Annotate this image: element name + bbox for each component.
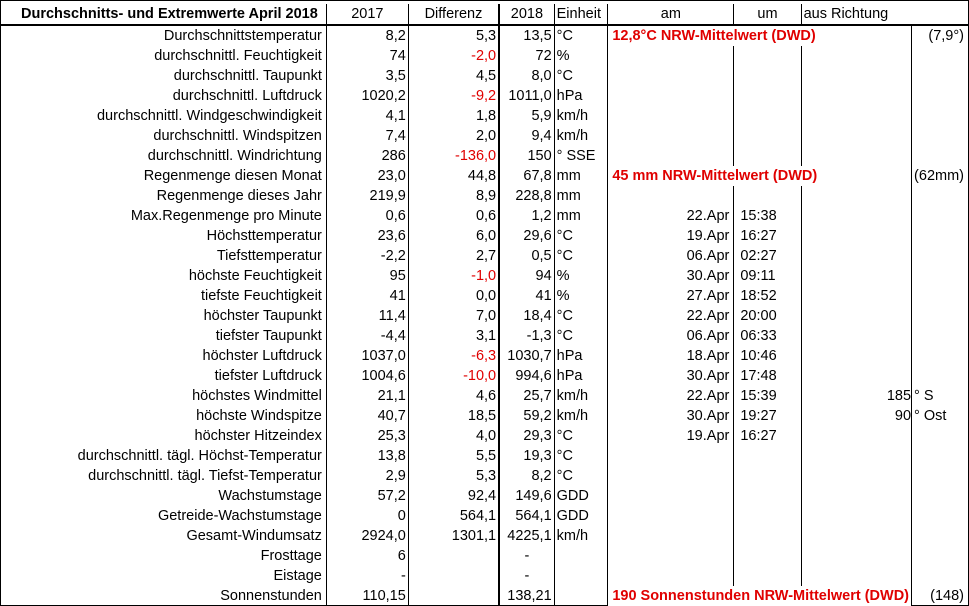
unit-cell xyxy=(554,566,608,586)
direction-name xyxy=(912,306,968,326)
row-label: Sonnenstunden xyxy=(1,586,326,606)
time-cell: 16:27 xyxy=(734,426,801,446)
value-2018: 8,2 xyxy=(499,466,554,486)
value-diff: -1,0 xyxy=(408,266,499,286)
value-2018: 150 xyxy=(499,146,554,166)
value-diff xyxy=(408,566,499,586)
direction-name xyxy=(912,446,968,466)
direction-name xyxy=(912,106,968,126)
col-header-2017: 2017 xyxy=(326,4,408,25)
direction-name xyxy=(912,246,968,266)
table-row xyxy=(1,326,968,346)
time-cell: 09:11 xyxy=(734,266,801,286)
value-2018: 1,2 xyxy=(499,206,554,226)
value-2017: 0,6 xyxy=(326,206,408,226)
table-row xyxy=(1,586,968,606)
date-cell xyxy=(608,126,734,146)
value-2018: 41 xyxy=(499,286,554,306)
value-diff: -2,0 xyxy=(408,46,499,66)
unit-cell: °C xyxy=(554,246,608,266)
direction-name: ° S xyxy=(914,387,934,404)
direction-value xyxy=(801,86,911,106)
value-2018: 0,5 xyxy=(499,246,554,266)
value-2018: 59,2 xyxy=(499,406,554,426)
unit-cell: mm xyxy=(554,186,608,206)
value-2017: 4,1 xyxy=(326,106,408,126)
table-row xyxy=(1,246,968,266)
value-2017: -2,2 xyxy=(326,246,408,266)
value-diff: 2,7 xyxy=(408,246,499,266)
unit-cell: GDD xyxy=(554,486,608,506)
nrw-average-note: 190 Sonnenstunden NRW-Mittelwert (DWD) xyxy=(608,586,912,606)
time-cell xyxy=(734,506,801,526)
unit-cell: °C xyxy=(554,426,608,446)
time-cell: 16:27 xyxy=(734,226,801,246)
direction-value xyxy=(801,206,911,226)
row-label: durchschnittl. Luftdruck xyxy=(1,86,326,106)
direction-name xyxy=(912,286,968,306)
direction-name xyxy=(912,546,968,566)
value-2018: - xyxy=(499,566,554,586)
direction-name xyxy=(912,226,968,246)
row-label: tiefster Luftdruck xyxy=(1,366,326,386)
direction-name xyxy=(912,506,968,526)
unit-cell: hPa xyxy=(554,346,608,366)
unit-cell: km/h xyxy=(554,386,608,406)
table-row xyxy=(1,206,968,226)
time-cell: 10:46 xyxy=(734,346,801,366)
col-header-2018: 2018 xyxy=(499,4,554,25)
row-label: durchschnittl. Feuchtigkeit xyxy=(1,46,326,66)
value-2017: 1037,0 xyxy=(326,346,408,366)
value-2018: 19,3 xyxy=(499,446,554,466)
direction-value xyxy=(801,466,911,486)
date-cell: 22.Apr xyxy=(608,386,734,406)
table-row xyxy=(1,426,968,446)
date-cell xyxy=(608,486,734,506)
direction-name xyxy=(912,206,968,226)
value-diff: 6,0 xyxy=(408,226,499,246)
time-cell: 15:39 xyxy=(734,386,801,406)
weather-table xyxy=(1,4,968,606)
direction-name: ° Ost xyxy=(914,407,947,424)
value-2018: 994,6 xyxy=(499,366,554,386)
row-label: Wachstumstage xyxy=(1,486,326,506)
time-cell xyxy=(734,446,801,466)
date-cell: 19.Apr xyxy=(608,426,734,446)
value-diff: 0,0 xyxy=(408,286,499,306)
unit-cell: °C xyxy=(554,326,608,346)
value-2017: -4,4 xyxy=(326,326,408,346)
header-row xyxy=(1,4,968,25)
row-label: höchste Windspitze xyxy=(1,406,326,426)
table-row xyxy=(1,486,968,506)
value-2017: 3,5 xyxy=(326,66,408,86)
row-label: Frosttage xyxy=(1,546,326,566)
unit-cell: °C xyxy=(554,446,608,466)
direction-name xyxy=(912,86,968,106)
date-cell xyxy=(608,106,734,126)
row-label: tiefster Taupunkt xyxy=(1,326,326,346)
date-cell xyxy=(608,186,734,206)
table-row xyxy=(1,25,968,46)
row-label: höchstes Windmittel xyxy=(1,386,326,406)
unit-cell: mm xyxy=(554,206,608,226)
value-2017: - xyxy=(326,566,408,586)
direction-value xyxy=(801,126,911,146)
table-row xyxy=(1,186,968,206)
direction-value: 90 xyxy=(801,406,911,426)
unit-cell: km/h xyxy=(554,126,608,146)
value-diff: 4,6 xyxy=(408,386,499,406)
table-row xyxy=(1,406,968,426)
direction-value xyxy=(801,486,911,506)
direction-name xyxy=(912,266,968,286)
row-label: durchschnittl. tägl. Tiefst-Temperatur xyxy=(1,466,326,486)
value-2018: 13,5 xyxy=(499,25,554,46)
time-cell xyxy=(734,106,801,126)
value-2017: 57,2 xyxy=(326,486,408,506)
unit-cell: ° SSE xyxy=(554,146,608,166)
value-diff: 2,0 xyxy=(408,126,499,146)
unit-cell: °C xyxy=(554,226,608,246)
row-label: Regenmenge dieses Jahr xyxy=(1,186,326,206)
direction-value xyxy=(801,426,911,446)
time-cell: 06:33 xyxy=(734,326,801,346)
direction-value: 185 xyxy=(801,386,911,406)
direction-value xyxy=(801,286,911,306)
direction-name xyxy=(912,346,968,366)
value-2018: -1,3 xyxy=(499,326,554,346)
value-2017: 219,9 xyxy=(326,186,408,206)
table-row xyxy=(1,286,968,306)
value-2017: 286 xyxy=(326,146,408,166)
date-cell xyxy=(608,86,734,106)
value-2017: 13,8 xyxy=(326,446,408,466)
value-2018: 4225,1 xyxy=(499,526,554,546)
value-2018: 9,4 xyxy=(499,126,554,146)
direction-value xyxy=(801,106,911,126)
value-2017: 110,15 xyxy=(326,586,408,606)
row-label: Max.Regenmenge pro Minute xyxy=(1,206,326,226)
unit-cell: hPa xyxy=(554,86,608,106)
reference-value: (62mm) xyxy=(914,167,964,184)
nrw-average-note: 12,8°C NRW-Mittelwert (DWD) xyxy=(608,25,912,46)
value-2017: 23,6 xyxy=(326,226,408,246)
direction-value xyxy=(801,266,911,286)
table-row xyxy=(1,306,968,326)
value-diff: 1301,1 xyxy=(408,526,499,546)
value-diff: 5,3 xyxy=(408,25,499,46)
nrw-average-note: 45 mm NRW-Mittelwert (DWD) xyxy=(608,166,912,186)
table-row xyxy=(1,266,968,286)
table-row xyxy=(1,466,968,486)
value-2018: 149,6 xyxy=(499,486,554,506)
table-row xyxy=(1,526,968,546)
unit-cell: % xyxy=(554,266,608,286)
direction-value xyxy=(801,446,911,466)
table-row xyxy=(1,146,968,166)
direction-name xyxy=(912,426,968,446)
direction-value xyxy=(801,346,911,366)
direction-value xyxy=(801,506,911,526)
unit-cell: % xyxy=(554,286,608,306)
direction-name xyxy=(912,146,968,166)
unit-cell: °C xyxy=(554,25,608,46)
table-row xyxy=(1,106,968,126)
value-2017: 95 xyxy=(326,266,408,286)
value-2017: 2,9 xyxy=(326,466,408,486)
unit-cell: km/h xyxy=(554,406,608,426)
unit-cell: mm xyxy=(554,166,608,186)
value-diff xyxy=(408,586,499,606)
unit-cell xyxy=(554,586,608,606)
unit-cell: °C xyxy=(554,66,608,86)
direction-name xyxy=(912,466,968,486)
value-2018: 1011,0 xyxy=(499,86,554,106)
col-header-am: am xyxy=(608,4,734,25)
direction-name xyxy=(912,486,968,506)
direction-name xyxy=(912,566,968,586)
direction-value xyxy=(801,546,911,566)
value-2018: 67,8 xyxy=(499,166,554,186)
value-diff: -6,3 xyxy=(408,346,499,366)
row-label: tiefste Feuchtigkeit xyxy=(1,286,326,306)
value-2018: 138,21 xyxy=(499,586,554,606)
direction-value xyxy=(801,226,911,246)
unit-cell: GDD xyxy=(554,506,608,526)
value-diff: 7,0 xyxy=(408,306,499,326)
table-row xyxy=(1,226,968,246)
row-label: höchste Feuchtigkeit xyxy=(1,266,326,286)
value-diff: 5,3 xyxy=(408,466,499,486)
direction-name xyxy=(912,326,968,346)
unit-cell: % xyxy=(554,46,608,66)
time-cell: 19:27 xyxy=(734,406,801,426)
date-cell xyxy=(608,66,734,86)
time-cell: 20:00 xyxy=(734,306,801,326)
table-row xyxy=(1,506,968,526)
value-2017: 1020,2 xyxy=(326,86,408,106)
time-cell xyxy=(734,486,801,506)
table-row xyxy=(1,66,968,86)
date-cell: 22.Apr xyxy=(608,306,734,326)
value-2018: 94 xyxy=(499,266,554,286)
row-label: Regenmenge diesen Monat xyxy=(1,166,326,186)
value-diff: 0,6 xyxy=(408,206,499,226)
row-label: Tiefsttemperatur xyxy=(1,246,326,266)
table-row xyxy=(1,546,968,566)
value-2018: 29,3 xyxy=(499,426,554,446)
row-label: Durchschnittstemperatur xyxy=(1,25,326,46)
time-cell xyxy=(734,46,801,66)
time-cell: 15:38 xyxy=(734,206,801,226)
unit-cell: km/h xyxy=(554,106,608,126)
date-cell: 30.Apr xyxy=(608,266,734,286)
time-cell xyxy=(734,466,801,486)
value-2018: 1030,7 xyxy=(499,346,554,366)
time-cell xyxy=(734,126,801,146)
time-cell xyxy=(734,66,801,86)
time-cell xyxy=(734,566,801,586)
reference-value: (148) xyxy=(930,587,964,604)
value-2017: 6 xyxy=(326,546,408,566)
time-cell xyxy=(734,86,801,106)
value-diff: 4,0 xyxy=(408,426,499,446)
unit-cell xyxy=(554,546,608,566)
date-cell: 18.Apr xyxy=(608,346,734,366)
row-label: höchster Hitzeindex xyxy=(1,426,326,446)
direction-name xyxy=(912,366,968,386)
value-2018: 228,8 xyxy=(499,186,554,206)
direction-name xyxy=(912,526,968,546)
value-diff: -10,0 xyxy=(408,366,499,386)
time-cell: 17:48 xyxy=(734,366,801,386)
direction-value xyxy=(801,146,911,166)
date-cell xyxy=(608,546,734,566)
value-2018: 29,6 xyxy=(499,226,554,246)
time-cell xyxy=(734,186,801,206)
value-diff: 92,4 xyxy=(408,486,499,506)
value-2017: 1004,6 xyxy=(326,366,408,386)
table-row xyxy=(1,86,968,106)
reference-value: (7,9°) xyxy=(928,27,964,44)
date-cell xyxy=(608,526,734,546)
value-2018: 5,9 xyxy=(499,106,554,126)
date-cell: 06.Apr xyxy=(608,246,734,266)
direction-value xyxy=(801,566,911,586)
date-cell: 30.Apr xyxy=(608,366,734,386)
row-label: höchster Luftdruck xyxy=(1,346,326,366)
col-header-diff: Differenz xyxy=(408,4,499,25)
col-header-direction: aus Richtung xyxy=(801,4,968,25)
value-2017: 11,4 xyxy=(326,306,408,326)
row-label: Höchsttemperatur xyxy=(1,226,326,246)
value-diff: 44,8 xyxy=(408,166,499,186)
value-diff: -9,2 xyxy=(408,86,499,106)
value-diff: 564,1 xyxy=(408,506,499,526)
row-label: Gesamt-Windumsatz xyxy=(1,526,326,546)
value-2017: 8,2 xyxy=(326,25,408,46)
value-2017: 41 xyxy=(326,286,408,306)
value-diff: 4,5 xyxy=(408,66,499,86)
value-2018: 564,1 xyxy=(499,506,554,526)
time-cell xyxy=(734,146,801,166)
value-2017: 7,4 xyxy=(326,126,408,146)
time-cell: 02:27 xyxy=(734,246,801,266)
date-cell: 06.Apr xyxy=(608,326,734,346)
value-2018: 25,7 xyxy=(499,386,554,406)
date-cell: 30.Apr xyxy=(608,406,734,426)
value-diff: -136,0 xyxy=(408,146,499,166)
value-diff: 3,1 xyxy=(408,326,499,346)
row-label: durchschnittl. Windgeschwindigkeit xyxy=(1,106,326,126)
value-2017: 21,1 xyxy=(326,386,408,406)
date-cell xyxy=(608,46,734,66)
value-2017: 23,0 xyxy=(326,166,408,186)
direction-name xyxy=(912,126,968,146)
direction-value xyxy=(801,326,911,346)
table-row xyxy=(1,166,968,186)
value-2017: 2924,0 xyxy=(326,526,408,546)
time-cell xyxy=(734,526,801,546)
date-cell xyxy=(608,466,734,486)
value-2017: 74 xyxy=(326,46,408,66)
value-diff: 8,9 xyxy=(408,186,499,206)
direction-name xyxy=(912,66,968,86)
table-title: Durchschnitts- und Extremwerte April 2018 xyxy=(1,4,326,25)
table-row xyxy=(1,446,968,466)
date-cell: 19.Apr xyxy=(608,226,734,246)
date-cell: 22.Apr xyxy=(608,206,734,226)
row-label: durchschnittl. Taupunkt xyxy=(1,66,326,86)
value-2017: 0 xyxy=(326,506,408,526)
table-row xyxy=(1,126,968,146)
date-cell xyxy=(608,506,734,526)
unit-cell: km/h xyxy=(554,526,608,546)
unit-cell: hPa xyxy=(554,366,608,386)
date-cell xyxy=(608,446,734,466)
row-label: durchschnittl. Windspitzen xyxy=(1,126,326,146)
value-diff: 1,8 xyxy=(408,106,499,126)
value-diff xyxy=(408,546,499,566)
row-label: Getreide-Wachstumstage xyxy=(1,506,326,526)
direction-name xyxy=(912,186,968,206)
table-row xyxy=(1,386,968,406)
row-label: höchster Taupunkt xyxy=(1,306,326,326)
table-row xyxy=(1,346,968,366)
direction-value xyxy=(801,186,911,206)
date-cell: 27.Apr xyxy=(608,286,734,306)
col-header-unit: Einheit xyxy=(554,4,608,25)
value-2018: - xyxy=(499,546,554,566)
row-label: durchschnittl. tägl. Höchst-Temperatur xyxy=(1,446,326,466)
table-row xyxy=(1,566,968,586)
value-2017: 25,3 xyxy=(326,426,408,446)
value-2018: 72 xyxy=(499,46,554,66)
table-row xyxy=(1,46,968,66)
direction-value xyxy=(801,66,911,86)
direction-value xyxy=(801,46,911,66)
time-cell: 18:52 xyxy=(734,286,801,306)
unit-cell: °C xyxy=(554,466,608,486)
table-row xyxy=(1,366,968,386)
unit-cell: °C xyxy=(554,306,608,326)
value-2018: 8,0 xyxy=(499,66,554,86)
date-cell xyxy=(608,566,734,586)
direction-value xyxy=(801,306,911,326)
value-diff: 18,5 xyxy=(408,406,499,426)
value-2018: 18,4 xyxy=(499,306,554,326)
row-label: durchschnittl. Windrichtung xyxy=(1,146,326,166)
col-header-um: um xyxy=(734,4,801,25)
date-cell xyxy=(608,146,734,166)
row-label: Eistage xyxy=(1,566,326,586)
direction-value xyxy=(801,246,911,266)
value-2017: 40,7 xyxy=(326,406,408,426)
direction-name xyxy=(912,46,968,66)
time-cell xyxy=(734,546,801,566)
direction-value xyxy=(801,526,911,546)
direction-value xyxy=(801,366,911,386)
value-diff: 5,5 xyxy=(408,446,499,466)
